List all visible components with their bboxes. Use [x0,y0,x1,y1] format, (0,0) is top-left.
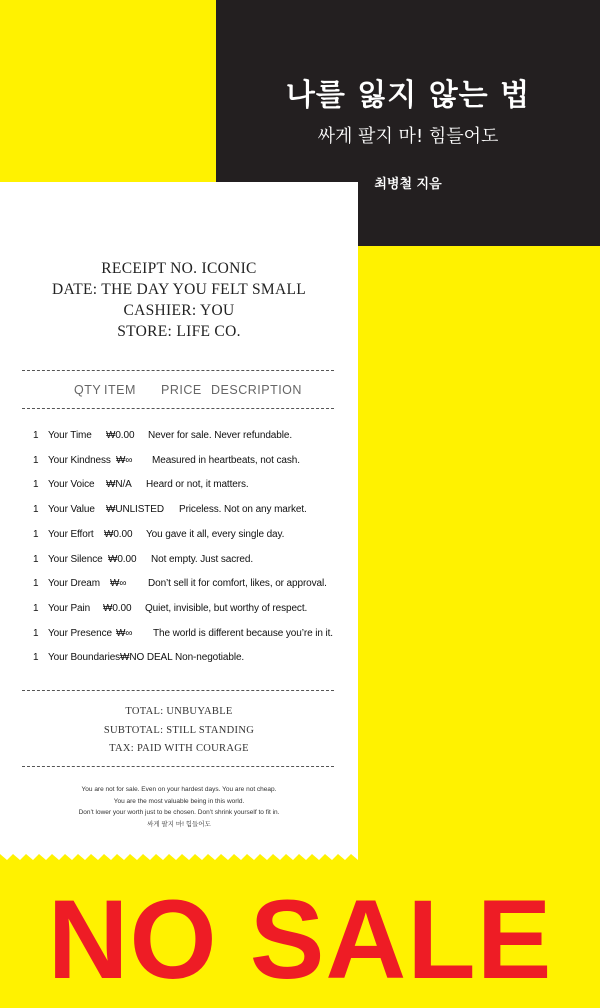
item-qty: 1 [33,430,39,441]
receipt [0,182,358,840]
footer-line: Don’t lower your worth just to be chosen. Don’t shrink yourself to fit in. [78,809,280,816]
receipt-store: STORE: LIFE CO. [117,323,241,340]
item-name: Your Boundaries [48,652,121,664]
item-qty: 1 [33,578,39,590]
item-name: Your Pain [48,602,91,614]
receipt-number: RECEIPT NO. ICONIC [101,260,257,277]
item-price: ₩N/A [106,479,132,491]
item-description: Don’t sell it for comfort, likes, or approval. [148,578,327,590]
item-row [0,455,358,471]
item-description: The world is different because you’re in it. [153,627,333,639]
column-description: DESCRIPTION [211,383,302,397]
item-price: ₩0.00 [108,553,137,565]
divider [22,408,334,409]
book-author: 최병철 지음 [374,177,442,192]
item-row [0,479,358,495]
item-description: Priceless. Not on any market. [179,504,307,516]
receipt-cashier: CASHIER: YOU [123,302,235,319]
receipt-header [0,258,358,342]
footer-line: You are the most valuable being in this world. [113,797,245,805]
item-qty: 1 [33,504,39,516]
receipt-footer [0,784,358,830]
book-title: 나를 잃지 않는 법 [285,78,531,113]
item-qty: 1 [33,602,39,614]
item-name: Your Value [48,504,95,516]
item-name: Your Kindness [48,454,111,466]
subtotal-line: SUBTOTAL: STILL STANDING [103,724,255,736]
item-price: ₩NO DEAL [120,652,173,664]
item-qty: 1 [33,479,39,491]
item-name: Your Dream [48,578,100,590]
item-price: ₩∞ [116,454,133,466]
item-row [0,430,358,446]
divider [22,370,334,371]
item-row [0,578,358,594]
item-row [0,554,358,570]
divider [22,690,334,691]
item-qty: 1 [33,528,39,540]
receipt-date: DATE: THE DAY YOU FELT SMALL [52,281,306,298]
item-qty: 1 [33,553,39,565]
item-name: Your Voice [48,479,95,491]
item-price: ₩0.00 [104,528,133,540]
item-description: You gave it all, every single day. [146,528,285,540]
item-name: Your Silence [48,553,103,565]
item-price: ₩0.00 [103,602,132,614]
column-price: PRICE [161,383,202,397]
item-qty: 1 [33,627,39,639]
item-row [0,652,358,668]
item-name: Your Time [48,430,92,441]
column-item: ITEM [104,383,136,397]
item-description: Heard or not, it matters. [146,479,249,491]
item-row [0,628,358,644]
item-description: Measured in heartbeats, not cash. [152,454,300,466]
item-row [0,504,358,520]
item-row [0,603,358,619]
item-price: ₩∞ [116,627,133,639]
item-description: Never for sale. Never refundable. [148,430,292,441]
item-qty: 1 [33,454,39,466]
item-description: Not empty. Just sacred. [151,553,253,565]
receipt-torn-edge [0,838,358,866]
item-name: Your Effort [48,528,94,540]
footer-line: You are not for sale. Even on your hardest days. You are not cheap. [81,786,277,793]
item-description: Quiet, invisible, but worthy of respect. [145,602,308,614]
item-qty: 1 [33,652,39,664]
book-subtitle: 싸게 팔지 마! 힘들어도 [317,126,499,147]
divider [22,766,334,767]
item-name: Your Presence [48,627,112,639]
total-line: TOTAL: UNBUYABLE [125,706,233,717]
item-price: ₩UNLISTED [106,504,164,516]
item-row [0,529,358,545]
column-header [0,383,358,399]
item-description: Non-negotiable. [175,652,245,664]
tax-line: TAX: PAID WITH COURAGE [109,743,249,754]
item-price: ₩∞ [110,578,127,590]
column-qty: QTY [74,383,102,397]
no-sale-banner: NO SALE [47,877,553,1002]
item-price: ₩0.00 [106,430,135,441]
totals-block [0,703,358,759]
footer-line: 싸게 팔지 마! 힘들어도 [147,820,211,828]
